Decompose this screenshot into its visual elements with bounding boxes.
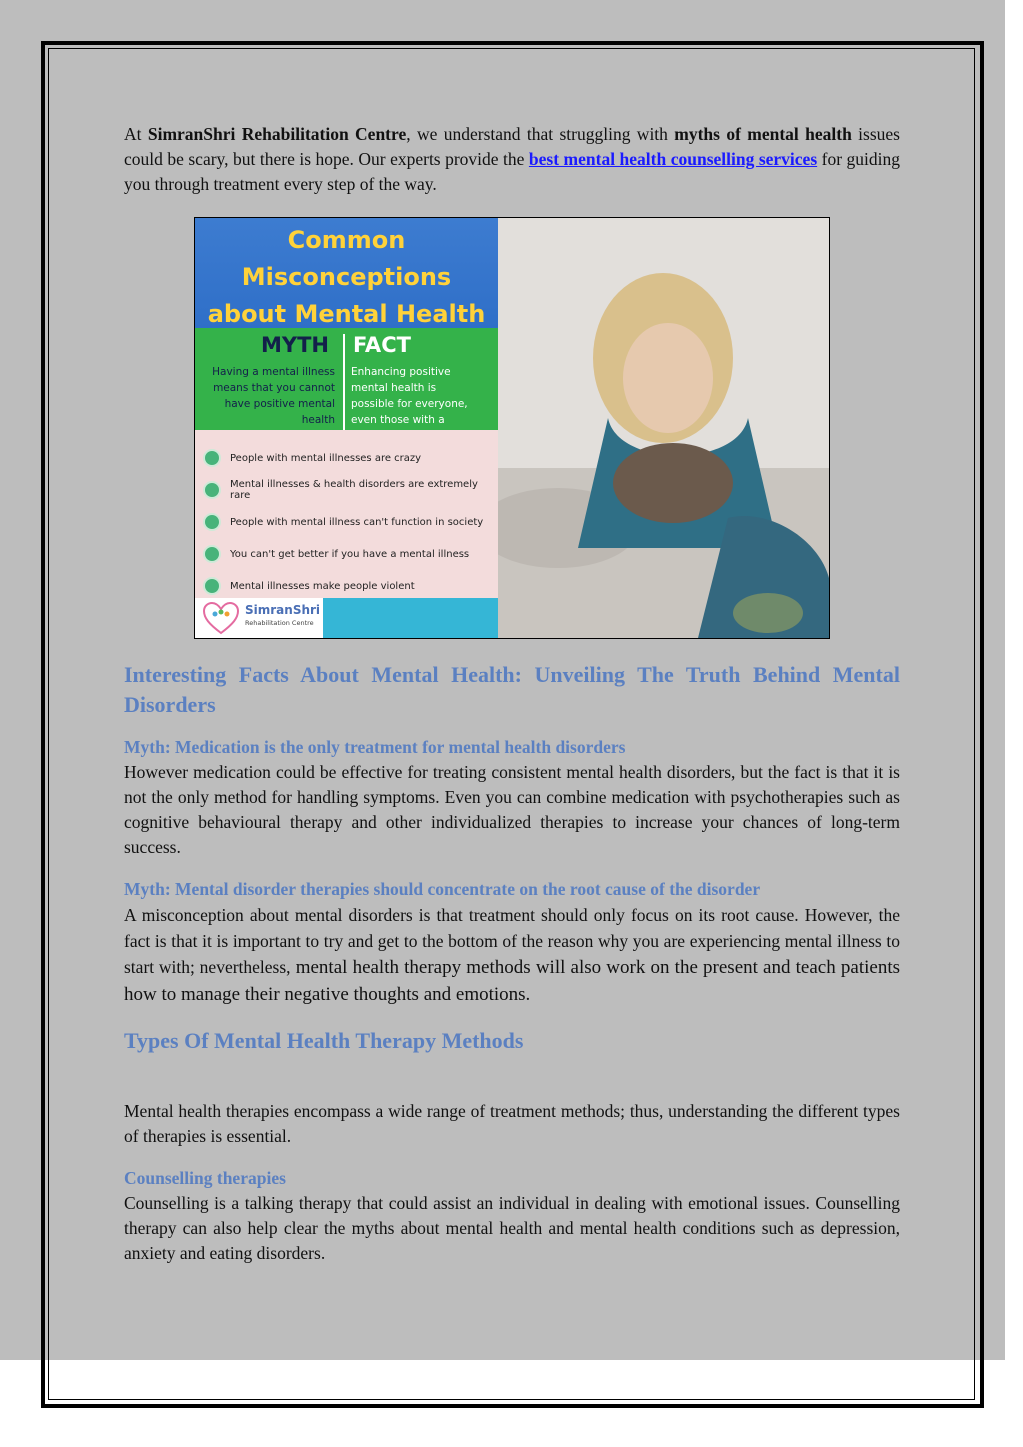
brain-icon <box>203 449 221 467</box>
therapy-intro: Mental health therapies encompass a wide range of treatment methods; thus, understanding the different types of therapies is essential. <box>124 1101 900 1146</box>
myth-fact-divider <box>343 334 345 430</box>
myth-2-body: A misconception about mental disorders is that treatment should only focus on its root cause. However, the fact is that it is important to try and get to the bottom of the reason why you are experiencing mental illness to start with; nevertheless, mental health therapy methods will also work on the present and teach patients how to manage their negative thoughts and emotions. <box>124 905 900 1005</box>
infographic-title: Common Misconceptions about Mental Health <box>207 226 486 328</box>
logo-name: SimranShri <box>245 603 321 617</box>
brain-icon <box>203 513 221 531</box>
myth-label: MYTH <box>261 333 330 357</box>
section-heading-facts: Interesting Facts About Mental Health: Unveiling The Truth Behind Mental Disorders <box>124 662 900 717</box>
list-item: Mental illnesses make people violent <box>203 570 498 602</box>
heart-people-logo-icon <box>201 600 241 636</box>
myth-2-title: Myth: Mental disorder therapies should concentrate on the root cause of the disorder <box>124 879 761 899</box>
fact-text: Enhancing positive mental health is possible for everyone, even those with a <box>351 366 468 426</box>
misconceptions-infographic <box>194 217 830 639</box>
intro-paragraph: At SimranShri Rehabilitation Centre, we understand that struggling with myths of mental health issues could be scary, but there is hope. Our experts provide the best mental health counselling services for guiding you through treatment every step of the way. <box>124 124 900 194</box>
myth-1-title: Myth: Medication is the only treatment for mental health disorders <box>124 737 626 757</box>
brain-icon <box>203 481 221 499</box>
logo-subtitle: Rehabilitation Centre <box>245 619 314 627</box>
section-therapy-types <box>124 1026 900 1266</box>
list-item: People with mental illness can't function in society <box>203 506 498 538</box>
document-body <box>124 122 900 197</box>
infographic-panel <box>195 218 498 638</box>
myths-emphasis: myths of mental health <box>674 124 852 144</box>
myth-text: Having a mental illness means that you cannot have positive mental health <box>212 366 335 426</box>
myth-1-body: However medication could be effective for treating consistent mental health disorders, but the fact is that it is not the only method for handling symptoms. Even you can combine medication with psychotherapies such as cognitive behavioural therapy and other individualized therapies to increase your chances of long-term success. <box>124 762 900 857</box>
brain-icon <box>203 545 221 563</box>
brain-icon <box>203 577 221 595</box>
counselling-title: Counselling therapies <box>124 1168 286 1188</box>
section-heading-therapy: Types Of Mental Health Therapy Methods <box>124 1028 524 1053</box>
photo-illustration <box>498 218 829 638</box>
fact-label: FACT <box>353 333 411 357</box>
counselling-body: Counselling is a talking therapy that could assist an individual in dealing with emotional issues. Counselling therapy can also help clear the myths about mental health and mental health conditions such as depression, anxiety and eating disorders. <box>124 1193 900 1263</box>
section-facts <box>124 660 900 1008</box>
distressed-woman-photo <box>498 218 829 638</box>
list-item: People with mental illnesses are crazy <box>203 442 498 474</box>
org-name: SimranShri Rehabilitation Centre <box>147 124 407 144</box>
counselling-services-link[interactable]: best mental health counselling services <box>528 149 818 169</box>
list-item: You can't get better if you have a mental illness <box>203 538 498 570</box>
misconceptions-list <box>203 442 498 602</box>
list-item: Mental illnesses & health disorders are extremely rare <box>203 474 498 506</box>
